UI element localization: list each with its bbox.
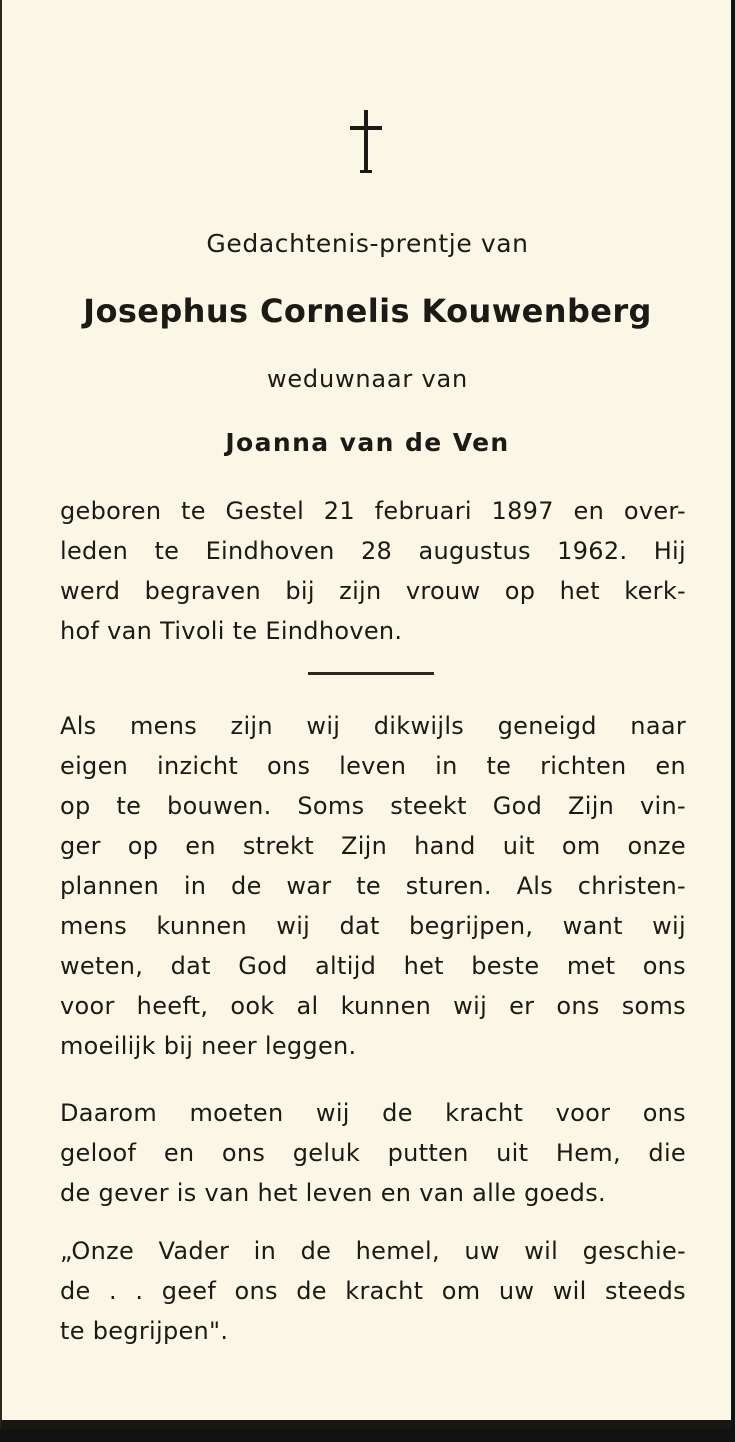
prayer-paragraph — [60, 1231, 686, 1351]
text-line: „Onze Vader in de hemel, uw wil geschie- — [60, 1237, 686, 1265]
text-line: de . . geef ons de kracht om uw wil steeds — [60, 1277, 686, 1305]
text-line: Als mens zijn wij dikwijls geneigd naar — [60, 712, 686, 740]
text-line: eigen inzicht ons leven in te richten en — [60, 752, 686, 780]
faith-paragraph — [60, 1093, 686, 1213]
card-intro: Gedachtenis-prentje van — [206, 229, 529, 258]
text-line: Daarom moeten wij de kracht voor ons — [60, 1099, 686, 1127]
text-line: moeilijk bij neer leggen. — [60, 1032, 357, 1060]
text-line: werd begraven bij zijn vrouw op het kerk- — [60, 577, 686, 605]
text-line: geloof en ons geluk putten uit Hem, die — [60, 1139, 686, 1167]
latin-cross-icon — [346, 108, 386, 176]
text-line: plannen in de war te sturen. Als christen- — [60, 872, 686, 900]
reflection-paragraph — [60, 706, 686, 1066]
text-line: hof van Tivoli te Eindhoven. — [60, 617, 403, 645]
divider-line — [308, 672, 434, 675]
text-line: te begrijpen". — [60, 1317, 229, 1345]
text-line: weten, dat God altijd het beste met ons — [60, 952, 686, 980]
text-line: geboren te Gestel 21 februari 1897 en over- — [60, 497, 686, 525]
text-line: de gever is van het leven en van alle goeds. — [60, 1179, 606, 1207]
deceased-name: Josephus Cornelis Kouwenberg — [83, 292, 652, 330]
biography-paragraph — [60, 491, 686, 651]
relation-text: weduwnaar van — [266, 365, 469, 393]
text-line: voor heeft, ook al kunnen wij er ons soms — [60, 992, 686, 1020]
spouse-name: Joanna van de Ven — [225, 428, 510, 457]
text-line: mens kunnen wij dat begrijpen, want wij — [60, 912, 686, 940]
text-line: leden te Eindhoven 28 augustus 1962. Hij — [60, 537, 686, 565]
text-line: ger op en strekt Zijn hand uit om onze — [60, 832, 686, 860]
text-line: op te bouwen. Soms steekt God Zijn vin- — [60, 792, 686, 820]
